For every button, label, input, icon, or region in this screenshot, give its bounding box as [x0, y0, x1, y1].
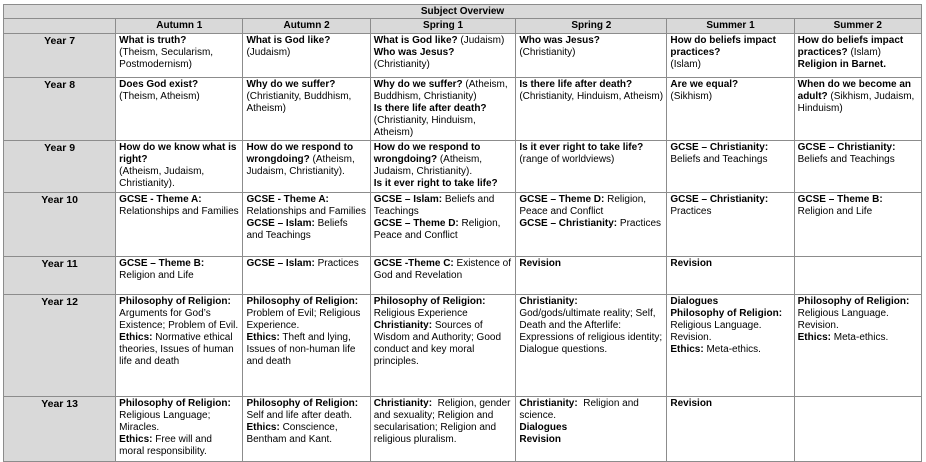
topic-detail: (range of worldviews): [519, 142, 647, 165]
topic-heading: Philosophy of Religion:: [246, 296, 359, 307]
topic-cell: [667, 397, 794, 462]
topic-heading: Christianity:: [519, 398, 578, 409]
topic-cell: [243, 193, 370, 257]
year-label: Year 11: [4, 257, 116, 295]
topic-detail: Religious Experience: [373, 296, 489, 319]
topic-cell: [243, 397, 370, 462]
topic-detail: (Sikhism): [670, 91, 713, 102]
year-label: Year 12: [4, 295, 116, 397]
topic-detail: (Islam): [847, 47, 882, 58]
table-title: Subject Overview: [4, 5, 922, 19]
topic-detail: Religion and science.: [519, 398, 642, 421]
topic-heading: Why do we suffer?: [246, 79, 336, 90]
topic-detail: Practices: [314, 258, 359, 269]
topic-cell: [794, 257, 921, 295]
topic-heading: Revision: [519, 258, 562, 269]
table-row: [4, 397, 922, 462]
topic-heading: GCSE – Islam:: [246, 218, 315, 229]
topic-detail: (Christianity, Hinduism, Atheism): [519, 91, 664, 102]
topic-detail: Theft and lying, Issues of non-human life and death: [246, 332, 359, 367]
topic-detail: Conscience, Bentham and Kant.: [246, 422, 341, 445]
term-header-summer-1: Summer 1: [667, 19, 794, 34]
topic-detail: Religion and Life: [119, 258, 207, 281]
topic-cell: [116, 397, 243, 462]
topic-cell: [667, 141, 794, 193]
table-row: [4, 295, 922, 397]
year-rows: [4, 34, 922, 462]
topic-cell: [516, 141, 667, 193]
topic-cell: [667, 193, 794, 257]
topic-detail: (Atheism, Judaism, Christianity).: [119, 166, 205, 189]
topic-heading: How do we respond to wrongdoing?: [246, 142, 356, 165]
topic-detail: Practices: [670, 194, 771, 217]
topic-cell: [116, 141, 243, 193]
topic-heading: When do we become an adult?: [797, 79, 914, 102]
topic-detail: Normative ethical theories, Issues of human life and death: [119, 332, 237, 367]
table-row: [4, 193, 922, 257]
topic-heading: Who was Jesus?: [373, 47, 455, 58]
topic-detail: (Judaism): [246, 47, 291, 58]
topic-cell: [516, 34, 667, 78]
topic-cell: [243, 295, 370, 397]
topic-cell: [667, 257, 794, 295]
topic-detail: Religious Language. Revision.: [797, 296, 913, 331]
topic-heading: Religion in Barnet.: [797, 59, 886, 70]
topic-heading: Ethics:: [119, 332, 153, 343]
topic-heading: Why do we suffer?: [373, 79, 463, 90]
topic-detail: Religion, Peace and Conflict: [519, 194, 649, 217]
topic-heading: Ethics:: [670, 344, 704, 355]
topic-cell: [370, 78, 516, 141]
topic-cell: [116, 78, 243, 141]
topic-heading: Christianity:: [373, 398, 433, 409]
topic-cell: [370, 397, 516, 462]
topic-detail: Beliefs and Teachings: [797, 142, 899, 165]
topic-heading: What is God like?: [373, 35, 458, 46]
topic-heading: GCSE – Christianity:: [519, 218, 618, 229]
topic-detail: (Atheism, Buddhism, Christianity): [373, 79, 511, 102]
topic-cell: [794, 141, 921, 193]
topic-detail: (Islam): [670, 59, 701, 70]
topic-detail: Problem of Evil; Religious Experience.: [246, 296, 364, 331]
topic-heading: Ethics:: [119, 434, 153, 445]
topic-heading: Philosophy of Religion:: [373, 296, 486, 307]
topic-cell: [794, 78, 921, 141]
year-label: Year 13: [4, 397, 116, 462]
topic-heading: Is it ever right to take life?: [519, 142, 644, 153]
table-row: [4, 257, 922, 295]
topic-detail: Religion, Peace and Conflict: [373, 218, 504, 241]
term-header-summer-2: Summer 2: [794, 19, 921, 34]
topic-detail: (Judaism): [457, 35, 505, 46]
table-row: [4, 34, 922, 78]
topic-detail: Sources of Wisdom and Authority; Good conduct and key moral principles.: [373, 320, 504, 367]
topic-detail: (Christianity, Buddhism, Atheism): [246, 91, 352, 114]
subject-overview-table: [3, 4, 922, 462]
topic-detail: Free will and moral responsibility.: [119, 434, 215, 457]
topic-heading: GCSE – Christianity:: [670, 194, 769, 205]
topic-cell: [794, 397, 921, 462]
topic-heading: GCSE – Theme D:: [373, 218, 459, 229]
topic-detail: Religious Language. Revision.: [670, 308, 785, 343]
topic-heading: Does God exist?: [119, 79, 199, 90]
topic-cell: [516, 78, 667, 141]
topic-heading: How do we know what is right?: [119, 142, 240, 165]
topic-cell: [516, 397, 667, 462]
topic-heading: Philosophy of Religion:: [670, 308, 783, 319]
topic-heading: Ethics:: [246, 422, 280, 433]
table-row: [4, 78, 922, 141]
topic-cell: [667, 295, 794, 397]
topic-heading: GCSE – Theme B:: [797, 194, 883, 205]
topic-detail: Beliefs and Teachings: [373, 194, 497, 217]
topic-heading: GCSE – Islam:: [246, 258, 315, 269]
topic-cell: [667, 78, 794, 141]
topic-cell: [370, 141, 516, 193]
topic-heading: Philosophy of Religion:: [119, 398, 231, 409]
topic-detail: Self and life after death.: [246, 398, 361, 421]
topic-cell: [243, 257, 370, 295]
topic-detail: Relationships and Families: [246, 194, 366, 217]
topic-heading: How do beliefs impact practices?: [797, 35, 906, 58]
topic-detail: (Theism, Secularism, Postmodernism): [119, 47, 214, 70]
topic-cell: [370, 34, 516, 78]
topic-heading: What is truth?: [119, 35, 187, 46]
topic-detail: Beliefs and Teachings: [670, 142, 771, 165]
topic-heading: GCSE - Theme A:: [246, 194, 329, 205]
topic-cell: [794, 34, 921, 78]
topic-detail: Religion and Life: [797, 194, 886, 217]
topic-heading: Philosophy of Religion:: [797, 296, 910, 307]
topic-detail: Practices: [617, 218, 662, 229]
topic-heading: How do beliefs impact practices?: [670, 35, 779, 58]
topic-detail: (Theism, Atheism): [119, 91, 200, 102]
corner-cell: [4, 19, 116, 34]
topic-detail: Meta-ethics.: [703, 344, 761, 355]
topic-detail: Arguments for God’s Existence; Problem of Evil.: [119, 296, 239, 331]
topic-heading: GCSE – Theme D:: [519, 194, 605, 205]
topic-heading: GCSE – Christianity:: [797, 142, 896, 153]
topic-heading: What is God like?: [246, 35, 331, 46]
term-header-autumn-1: Autumn 1: [116, 19, 243, 34]
topic-cell: [116, 295, 243, 397]
topic-cell: [243, 34, 370, 78]
topic-heading: Is it ever right to take life?: [373, 178, 498, 189]
topic-heading: Who was Jesus?: [519, 35, 600, 46]
topic-heading: Christianity:: [373, 320, 433, 331]
topic-cell: [243, 78, 370, 141]
topic-heading: Ethics:: [246, 332, 280, 343]
topic-detail: (Atheism, Judaism, Christianity).: [246, 154, 358, 177]
topic-heading: Dialogues: [519, 422, 568, 433]
topic-cell: [516, 257, 667, 295]
topic-cell: [116, 34, 243, 78]
topic-heading: Are we equal?: [670, 79, 739, 90]
topic-detail: (Atheism, Judaism, Christianity).: [373, 154, 485, 177]
table-row: [4, 141, 922, 193]
topic-detail: (Christianity, Hinduism, Atheism): [373, 115, 476, 138]
topic-detail: Meta-ethics.: [830, 332, 889, 343]
year-label: Year 9: [4, 141, 116, 193]
topic-cell: [243, 141, 370, 193]
topic-cell: [794, 295, 921, 397]
topic-heading: Philosophy of Religion:: [119, 296, 231, 307]
topic-heading: GCSE – Theme B:: [119, 258, 205, 269]
topic-detail: Beliefs and Teachings: [246, 218, 351, 241]
topic-cell: [794, 193, 921, 257]
topic-heading: How do we respond to wrongdoing?: [373, 142, 484, 165]
topic-cell: [667, 34, 794, 78]
topic-detail: Existence of God and Revelation: [373, 258, 514, 281]
topic-heading: Is there life after death?: [373, 103, 487, 114]
topic-heading: Revision: [670, 258, 713, 269]
topic-detail: God/gods/ultimate reality; Self, Death and the Afterlife: Expressions of religious identity; Dialogue questions.: [519, 308, 663, 355]
topic-heading: Dialogues: [670, 296, 719, 307]
topic-cell: [116, 257, 243, 295]
topic-heading: GCSE - Theme A:: [119, 194, 202, 205]
topic-cell: [370, 193, 516, 257]
topic-heading: Ethics:: [797, 332, 831, 343]
topic-detail: (Sikhism, Judaism, Hinduism): [797, 91, 918, 114]
term-header-autumn-2: Autumn 2: [243, 19, 370, 34]
topic-detail: Relationships and Families: [119, 194, 239, 217]
topic-cell: [516, 295, 667, 397]
topic-heading: GCSE – Islam:: [373, 194, 443, 205]
topic-cell: [116, 193, 243, 257]
topic-detail: Religion, gender and sexuality; Religion and secularisation; Religion and religious pluralism.: [373, 398, 514, 445]
topic-detail: (Christianity): [373, 47, 460, 70]
term-header-spring-1: Spring 1: [370, 19, 516, 34]
topic-cell: [370, 295, 516, 397]
topic-cell: [370, 257, 516, 295]
topic-heading: Christianity:: [519, 296, 578, 307]
topic-heading: Philosophy of Religion:: [246, 398, 359, 409]
year-label: Year 10: [4, 193, 116, 257]
topic-heading: Is there life after death?: [519, 79, 633, 90]
topic-cell: [516, 193, 667, 257]
topic-detail: Religious Language; Miracles.: [119, 398, 234, 433]
topic-heading: GCSE -Theme C:: [373, 258, 454, 269]
topic-heading: Revision: [670, 398, 713, 409]
topic-heading: Revision: [519, 434, 562, 445]
topic-detail: (Christianity): [519, 47, 576, 58]
term-header-spring-2: Spring 2: [516, 19, 667, 34]
topic-heading: GCSE – Christianity:: [670, 142, 769, 153]
year-label: Year 7: [4, 34, 116, 78]
year-label: Year 8: [4, 78, 116, 141]
